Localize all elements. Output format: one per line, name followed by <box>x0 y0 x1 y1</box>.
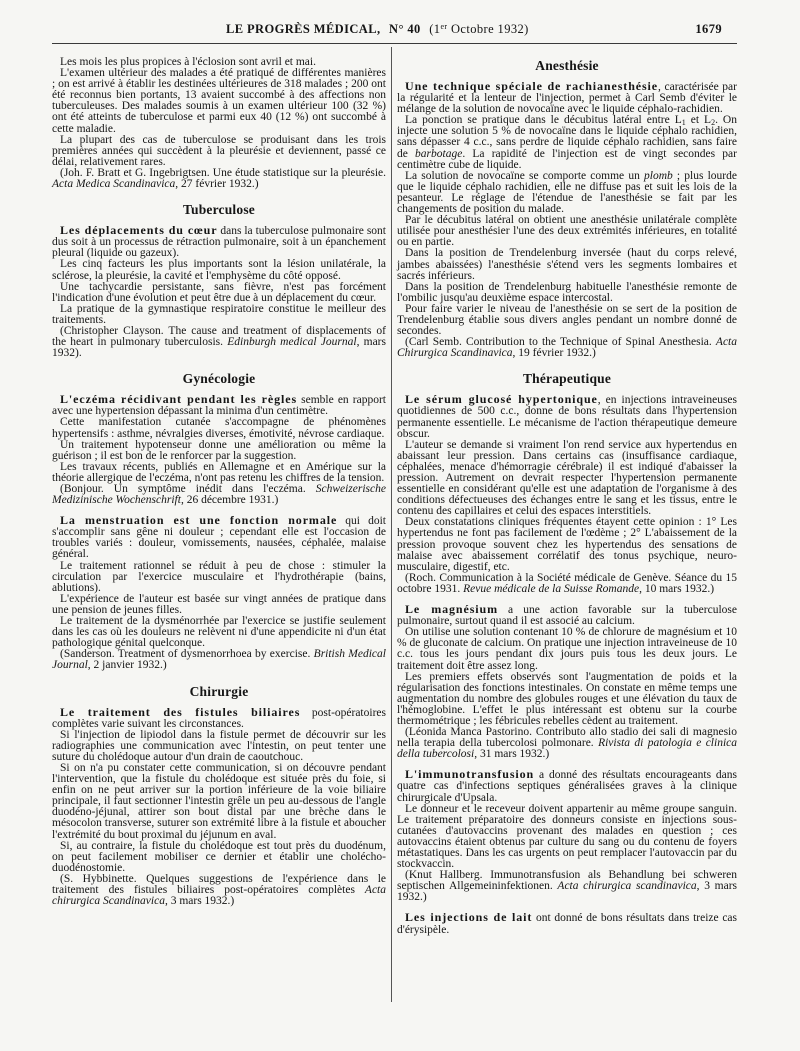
text-run: , 19 février 1932.) <box>512 347 596 360</box>
text-run: a donné des résultats encourageants dans quatre cas d'infections septiques généralisées graves à la clinique chirurgicale d'Upsala. <box>397 769 737 804</box>
right-column <box>397 52 737 936</box>
text-run: , 26 décembre 1931.) <box>180 494 279 507</box>
text-run: . La rapidité de l'injection est de vingt secondes par centimètre cube de liquide. <box>397 147 737 171</box>
issue-date-month-year: Octobre 1932) <box>447 22 529 36</box>
paragraph <box>397 627 737 671</box>
article-lead-paragraph <box>52 394 386 417</box>
paragraph <box>52 440 386 462</box>
text-run: La plupart des cas de tuberculose se produisant dans les trois premières années qui succèdent à la pleurésie et deviennent, passé ce délai, relativement rares. <box>52 133 386 168</box>
text-run: Si l'injection de lipiodol dans la fistule permet de découvrir sur les radiographies une communication avec l'intestin, on peut tenter une suture du cholédoque autour d'un drain de caoutchouc. <box>52 728 386 763</box>
paragraph <box>397 440 737 518</box>
article-lead-paragraph <box>397 81 737 115</box>
header-rule <box>52 43 737 44</box>
paragraph <box>52 561 386 594</box>
lead-phrase: L'eczéma récidivant pendant les règles <box>60 392 298 407</box>
text-run: Pour faire varier le niveau de l'anesthésie on se sert de la position de Trendelenburg établie sous divers angles pendant un nombre donné de secondes. <box>397 302 737 338</box>
paragraph <box>397 672 737 727</box>
paragraph <box>52 616 386 649</box>
text-run: (Léonida Manca Pastorino. Contributo allo stadio dei sali di magnesio nella terapia della tubercolosi polmonare. <box>397 726 737 750</box>
article-lead-paragraph <box>397 394 737 439</box>
text-run: , 2 janvier 1932.) <box>87 659 167 672</box>
paragraph <box>52 462 386 484</box>
text-run: Une tachycardie persistante, sans fièvre, n'est pas forcément l'indication d'une évolution et peut être due à un déplacement du cœur. <box>52 280 386 304</box>
italic-title: plomb <box>644 169 673 182</box>
paragraph <box>397 304 737 337</box>
text-run: qui doit s'accomplir sans gêne ni douleur ; cependant elle est l'occasion de troubles variés : douleur, vomissements, nausées, céphalée, malaise général. <box>52 515 386 561</box>
paragraph <box>52 594 386 616</box>
article-lead-paragraph <box>397 912 737 935</box>
section-heading: Tuberculose <box>183 202 255 218</box>
subscript: 1 <box>681 118 686 128</box>
lead-phrase: Les injections de lait <box>405 910 533 925</box>
text-run: Si, au contraire, la fistule du cholédoque est tout près du duodénum, on peut facilement mobiliser ce dernier et établir une cholécho-duodénostomie. <box>52 839 386 874</box>
text-run: post-opératoires complètes varie suivant les circonstances. <box>52 706 386 730</box>
paragraph <box>397 517 737 572</box>
text-run: L'auteur se demande si vraiment l'on rend service aux hypertendus en abaissant leur pression. Dans certains cas (insuffisance cardiaque, céphalées, menace d'hémorragie cérébrale) il est indiqué d'abaisser la pression. Autrement on devrait respecter l'hypertension permanente essentielle en considérant qu'elle est une adaptation de l'organisme à des conditions défectueuses des échanges entre le sang et les tissus, entre le contenu des capillaires et celui des espaces interstitiels. <box>397 438 737 518</box>
citation <box>52 484 386 506</box>
text-run: ; plus lourde que le liquide céphalo rachidien, elle ne diffuse pas et suit les lois de la pesanteur. Le réglage de l'étendue de l'anesthésie se fait par les changements de position du malade. <box>397 169 737 216</box>
lead-phrase: La menstruation est une fonction normale <box>60 513 338 528</box>
text-run: Le donneur et le receveur doivent appartenir au même groupe sanguin. Le traitement préparatoire des donneurs consiste en injections sous-cutanées d'autovaccins provenant des malades en question ; ces autovaccins étaient obtenus par culture du sang ou du contenu de foyers métastatiques. Dans les cas urgents on peut remplacer l'autovaccin par du stockvaccin. <box>397 802 737 871</box>
italic-title: Edinburgh medical Journal <box>227 336 357 349</box>
italic-title: Acta Medica Scandinavica <box>52 178 176 191</box>
citation <box>397 727 737 760</box>
lead-phrase: Le traitement des fistules biliaires <box>60 704 301 719</box>
paragraph <box>52 68 386 135</box>
paragraph <box>52 417 386 439</box>
paragraph <box>52 763 386 841</box>
text-run: L'expérience de l'auteur est basée sur vingt années de pratique dans une pension de jeunes filles. <box>52 592 386 616</box>
text-run: Dans la position de Trendelenburg habituelle l'anesthésie remonte de l'ombilic jusqu'au deuxième espace intercostal. <box>397 280 737 304</box>
issue-number: N° 40 <box>389 22 421 36</box>
lead-phrase: Les déplacements du cœur <box>60 223 218 238</box>
text-run: Le traitement rationnel se réduit à peu de chose : stimuler la circulation par l'exercice musculaire et l'hydrothérapie (bains, ablutions). <box>52 559 386 594</box>
text-run: (Roch. Communication à la Société médicale de Genève. Séance du 15 octobre 1931. <box>397 571 737 595</box>
text-run: ont donné de bons résultats dans treize cas d'érysipèle. <box>397 912 738 936</box>
text-run: (Joh. F. Bratt et G. Ingebrigtsen. Une étude statistique sur la pleurésie. <box>60 166 386 179</box>
issue-date-superscript: er <box>440 22 448 31</box>
article-lead-paragraph <box>397 769 737 803</box>
italic-title: Acta chirurgica Scandinavica <box>52 884 386 908</box>
running-header <box>226 22 529 36</box>
text-run: (S. Hybbinette. Quelques suggestions de l'expérience dans le traitement des fistules biliaires post-opératoires complètes <box>52 872 386 896</box>
paragraph <box>397 115 737 170</box>
journal-name: LE PROGRÈS MÉDICAL, <box>226 22 381 36</box>
text-run: Par le décubitus latéral on obtient une anesthésie unilatérale complète utilisée pour anesthésier l'une des deux extrémités inférieures, en totalité ou en partie. <box>397 214 737 249</box>
article-lead-paragraph <box>52 225 386 259</box>
text-run: Deux constatations cliniques fréquentes étayent cette opinion : 1° Les hypertendus ne font pas facilement de l'œdème ; 2° L'abaissement de la pression provoque souvent chez les hypertendus des sensations de malaise avec abaissement corrélatif des tonus psychique, neuro-musculaire, digestif, etc. <box>397 516 737 573</box>
paragraph <box>397 804 737 871</box>
text-run: , 27 février 1932.) <box>175 178 259 191</box>
text-run: (Bonjour. Un symptôme inédit dans l'eczéma. <box>60 483 316 495</box>
lead-phrase: Le sérum glucosé hypertonique <box>405 392 598 407</box>
text-run: , en injections intraveineuses quotidiennes de 500 c.c., donne de bons résultats dans l'hypertension permanente essentielle. Le mécanisme de l'action thérapeutique demeure obscur. <box>397 394 737 440</box>
section-heading: Thérapeutique <box>522 371 612 387</box>
paragraph <box>52 259 386 281</box>
text-run: Les mois les plus propices à l'éclosion sont avril et mai. <box>60 56 316 68</box>
paragraph <box>52 841 386 874</box>
citation <box>397 573 737 595</box>
paragraph <box>397 282 737 304</box>
text-run: semble en rapport avec une hypertension dépassant la minima d'un centimètre. <box>52 394 386 418</box>
column-divider <box>391 47 392 1002</box>
text-run: La ponction se pratique dans le décubitus latéral entre L <box>405 114 682 127</box>
text-run: (Knut Hallberg. Immunotransfusion als Behandlung bei schweren septischen Allgemeininfektionen. <box>397 869 737 893</box>
text-run: (Sanderson. Treatment of dysmenorrhoea by exercise. <box>60 648 314 661</box>
paragraph <box>397 215 737 248</box>
citation <box>52 326 386 359</box>
lead-phrase: L'immunotransfusion <box>405 767 535 782</box>
paragraph <box>52 135 386 168</box>
text-run: a une action favorable sur la tuberculose pulmonaire, surtout quand il est associé au calcium. <box>397 604 737 628</box>
lead-phrase: Une technique spéciale de rachianesthésie <box>405 79 659 93</box>
issue-date-day: (1 <box>429 22 441 36</box>
text-run: Les cinq facteurs les plus importants sont la lésion unilatérale, la sclérose, la pleurésie, la cavité et l'emphysème du côté opposé. <box>52 258 386 282</box>
section-heading: Gynécologie <box>182 371 256 387</box>
italic-title: barbotage <box>415 147 463 160</box>
paragraph <box>52 730 386 763</box>
italic-title: British Medical Journal <box>52 648 386 672</box>
citation <box>52 168 386 190</box>
text-run: Le traitement de la dysménorrhée par l'exercice se justifie seulement dans les cas où les douleurs ne relèvent ni d'une appendicite ni d'un état pathologique génital quelconque. <box>52 615 386 650</box>
citation <box>52 874 386 907</box>
section-heading: Anesthésie <box>535 58 599 73</box>
paragraph <box>52 282 386 304</box>
text-run: Dans la position de Trendelenburg inversée (haut du corps relevé, jambes abaissées) l'anesthésie s'étend vers les segments lombaires et sacrés inférieurs. <box>397 247 737 282</box>
text-run: , mars 1932). <box>52 336 386 360</box>
paragraph <box>52 304 386 326</box>
italic-title: Acta chirurgica scandinavica <box>557 880 697 893</box>
italic-title: Rivista di patologia e clinica della tubercolosi <box>397 737 737 761</box>
citation <box>52 649 386 671</box>
text-run: dans la tuberculose pulmonaire sont dus soit à un processus de rétraction pulmonaire, soit à un épanchement pleural (liquide ou gazeux). <box>52 225 386 260</box>
issue-date <box>429 22 529 36</box>
page-number: 1679 <box>695 22 722 36</box>
paragraph <box>397 171 737 215</box>
text-run: Un traitement hypotenseur donne une amélioration ou même la guérison ; il est bon de le renforcer par la suggestion. <box>52 438 386 462</box>
italic-title: Acta Chirurgica Scandinavica <box>397 336 737 360</box>
italic-title: Schweizerische Medizinische Wochenschrift <box>52 483 386 507</box>
text-run: La solution de novocaïne se comporte comme un <box>405 169 644 182</box>
text-run: La pratique de la gymnastique respiratoire constitue le meilleur des traitements. <box>52 302 386 326</box>
section-heading: Chirurgie <box>189 683 249 699</box>
text-run: , caractérisée par la régularité et la lenteur de l'injection, permet à Carl Semb d'éviter le mélange de la solution de novocaïne avec le liquide céphalo-rachidien. <box>397 81 737 116</box>
text-run: , 31 mars 1932.) <box>474 748 550 761</box>
text-run: Cette manifestation cutanée s'accompagne de phénomènes hypertensifs : asthme, névralgies diverses, émotivité, névrose cardiaque. <box>52 416 386 440</box>
text-run: , 3 mars 1932.) <box>397 880 737 904</box>
italic-title: Revue médicale de la Suisse Romande <box>463 582 640 595</box>
subscript: 2 <box>711 118 716 128</box>
left-column <box>52 52 386 907</box>
text-run: Les premiers effets observés sont l'augmentation de poids et la régularisation des fonctions intestinales. On constate en même temps une augmentation du nombre des globules rouges et une élévation du taux de l'hémoglobine. L'effet le plus intéressant est obtenu sur la courbe thermométrique ; les fébricules rebelles cèdent au traitement. <box>397 670 737 727</box>
article-lead-paragraph <box>52 704 386 730</box>
text-run: (Christopher Clayson. The cause and treatment of displacements of the heart in pulmonary tuberculosis. <box>52 324 386 349</box>
text-run: L'examen ultérieur des malades a été pratiqué de différentes manières ; on est arrivé à établir les destinées ultérieures de 318 malades ; 200 ont été reconnus bien portants, 13 avaient succombé à des affections non tuberculeuses. Des malades soumis à un examen ultérieur 100 (32 %) ont été atteints de tuberculose et parmi eux 40 (12 %) ont succombé à cette maladie. <box>52 67 386 135</box>
text-run: Si on n'a pu constater cette communication, si on découvre pendant l'intervention, que la fistule du cholédoque est située près du foie, si enfin on ne peut arriver sur la portion inférieure de la voie biliaire principale, il faut sectionner l'intestin grêle un peu au-dessous de l'angle duodéno-jéjunal, attirer son bout distal par une brèche dans le mésocolon transverse, suturer son extrémité libre à la fistule et aboucher l'extrémité du bout proximal du jéjunum en aval. <box>52 761 386 841</box>
text-run: et L <box>685 114 712 127</box>
text-run: . On injecte une solution 5 % de novocaïne dans le liquide céphalo rachidien, sans dépasser 4 c.c., sans perdre de liquide céphalo rachidien, sans faire de <box>397 114 737 160</box>
text-run: (Carl Semb. Contribution to the Technique of Spinal Anesthesia. <box>405 336 716 349</box>
citation <box>397 337 737 359</box>
lead-phrase: Le magnésium <box>405 602 498 617</box>
article-lead-paragraph <box>397 604 737 627</box>
text-run: On utilise une solution contenant 10 % de chlorure de magnésium et 10 % de gluconate de calcium. On pratique une injection intraveineuse de 10 c.c. tous les jours pendant dix jours puis tous les deux jours. Le traitement doit être assez long. <box>397 626 737 672</box>
citation <box>397 870 737 903</box>
text-run: Les travaux récents, publiés en Allemagne et en Amérique sur la théorie allergique de l'eczéma, n'ont pas retenu les chiffres de la tension. <box>52 460 386 484</box>
article-lead-paragraph <box>52 515 386 560</box>
text-run: , 10 mars 1932.) <box>639 582 715 595</box>
text-run: , 3 mars 1932.) <box>164 895 235 908</box>
paragraph <box>397 248 737 281</box>
